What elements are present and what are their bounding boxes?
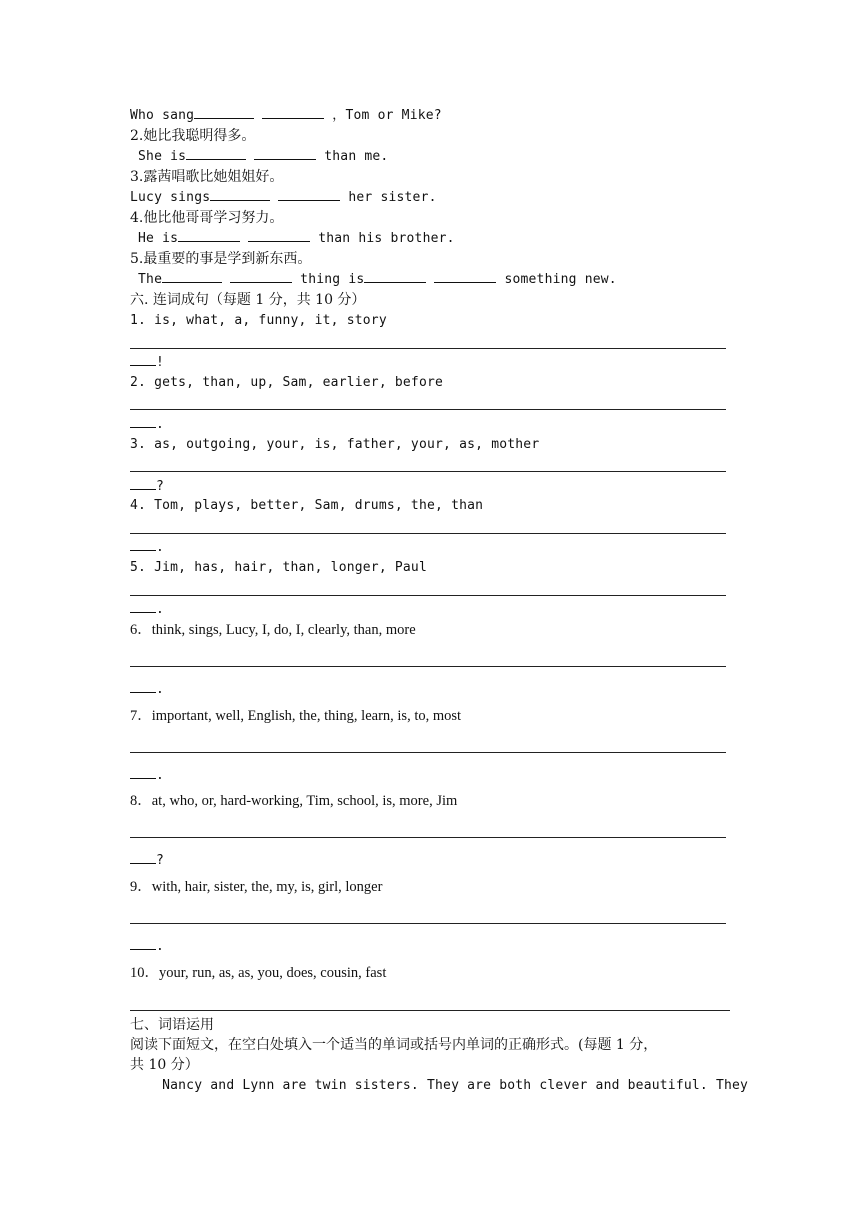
answer-tail-blank[interactable] xyxy=(130,679,156,693)
answer-tail-blank[interactable] xyxy=(130,850,156,864)
fill-blank-line-1: Who sang ，Tom or Mike? xyxy=(130,105,442,126)
fill-blank-line-4: He is than his brother. xyxy=(130,228,455,249)
answer-tail-blank[interactable] xyxy=(130,352,156,366)
answer-blank[interactable] xyxy=(210,187,270,201)
answer-line-end-6: . xyxy=(130,679,164,700)
answer-tail-blank[interactable] xyxy=(130,537,156,551)
answer-blank[interactable] xyxy=(434,269,496,283)
passage-text: Nancy and Lynn are twin sisters. They are both clever and beautiful. They xyxy=(130,1078,749,1093)
answer-tail-blank[interactable] xyxy=(130,599,156,613)
answer-line-end-4: . xyxy=(130,537,164,558)
fill-blank-line-5: The thing is something new. xyxy=(130,269,617,290)
answer-line-end-2: . xyxy=(130,414,164,435)
answer-line[interactable] xyxy=(130,348,726,349)
answer-tail-blank[interactable] xyxy=(130,414,156,428)
translation-prompt-3: 3.露茜唱歌比她姐姐好。 xyxy=(130,169,284,185)
section-7-instruction-cont: 共 10 分） xyxy=(130,1057,199,1073)
answer-line-end-1: ! xyxy=(130,352,164,373)
question-3: 3. as, outgoing, your, is, father, your, as, mother xyxy=(130,437,540,452)
answer-blank[interactable] xyxy=(364,269,426,283)
answer-blank[interactable] xyxy=(230,269,292,283)
section-7-instruction: 阅读下面短文，在空白处填入一个适当的单词或括号内单词的正确形式。(每题 1 分， xyxy=(130,1037,658,1053)
section-7-title: 七、词语运用 xyxy=(130,1017,214,1033)
answer-blank[interactable] xyxy=(194,105,254,119)
answer-blank[interactable] xyxy=(162,269,222,283)
question-6: 6．think, sings, Lucy, I, do, I, clearly, than, more xyxy=(130,622,416,638)
question-9: 9．with, hair, sister, the, my, is, girl, longer xyxy=(130,879,383,895)
answer-line[interactable] xyxy=(130,595,726,596)
answer-blank[interactable] xyxy=(178,228,240,242)
translation-prompt-5: 5.最重要的事是学到新东西。 xyxy=(130,251,312,267)
question-7: 7．important, well, English, the, thing, learn, is, to, most xyxy=(130,708,462,724)
translation-prompt-2: 2.她比我聪明得多。 xyxy=(130,128,256,144)
answer-line-end-3: ? xyxy=(130,476,164,497)
answer-line[interactable] xyxy=(130,923,726,924)
section-6-title: 六. 连词成句（每题 1 分，共 10 分） xyxy=(130,292,366,308)
answer-line[interactable] xyxy=(130,409,726,410)
answer-line[interactable] xyxy=(130,533,726,534)
answer-tail-blank[interactable] xyxy=(130,476,156,490)
answer-tail-blank[interactable] xyxy=(130,936,156,950)
answer-line[interactable] xyxy=(130,1010,730,1011)
fill-blank-line-3: Lucy sings her sister. xyxy=(130,187,437,208)
answer-blank[interactable] xyxy=(248,228,310,242)
question-10: 10．your, run, as, as, you, does, cousin, fast xyxy=(130,965,387,981)
answer-line-end-9: . xyxy=(130,936,164,957)
answer-line[interactable] xyxy=(130,666,726,667)
question-8: 8．at, who, or, hard-working, Tim, school, is, more, Jim xyxy=(130,793,458,809)
answer-blank[interactable] xyxy=(186,146,246,160)
answer-blank[interactable] xyxy=(262,105,324,119)
question-2: 2. gets, than, up, Sam, earlier, before xyxy=(130,375,444,390)
answer-line-end-8: ? xyxy=(130,850,164,871)
answer-line-end-7: . xyxy=(130,765,164,786)
answer-line[interactable] xyxy=(130,471,726,472)
answer-line[interactable] xyxy=(130,752,726,753)
question-5: 5. Jim, has, hair, than, longer, Paul xyxy=(130,560,427,575)
fill-blank-line-2: She is than me. xyxy=(130,146,388,167)
answer-blank[interactable] xyxy=(278,187,340,201)
question-4: 4. Tom, plays, better, Sam, drums, the, than xyxy=(130,498,484,513)
answer-blank[interactable] xyxy=(254,146,316,160)
question-1: 1. is, what, a, funny, it, story xyxy=(130,313,387,328)
answer-tail-blank[interactable] xyxy=(130,765,156,779)
translation-prompt-4: 4.他比他哥哥学习努力。 xyxy=(130,210,284,226)
answer-line[interactable] xyxy=(130,837,726,838)
answer-line-end-5: . xyxy=(130,599,164,620)
